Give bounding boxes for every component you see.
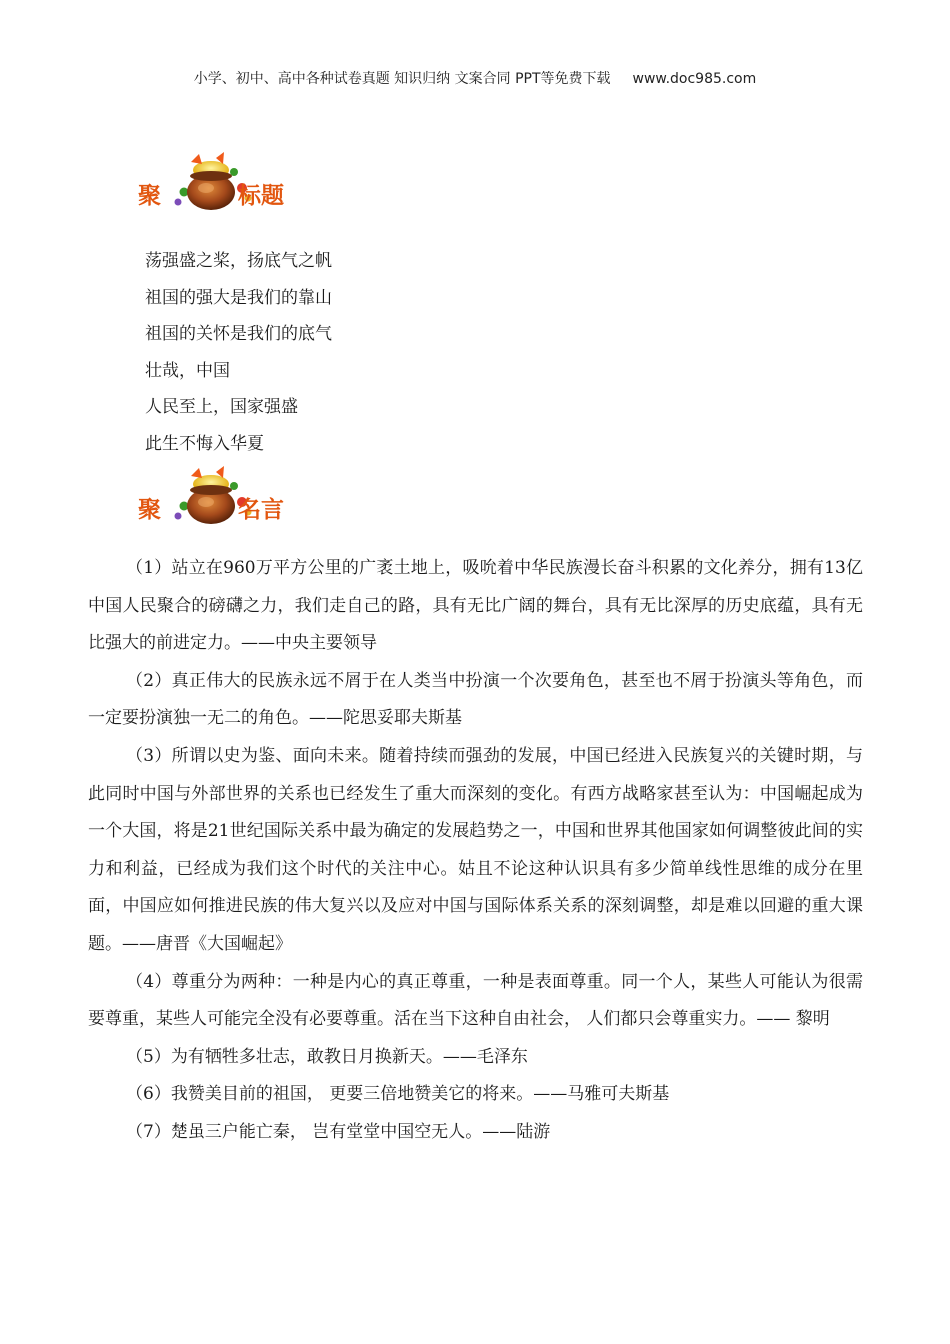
poem-line: 荡强盛之桨，扬底气之帆	[145, 251, 332, 271]
header-url: www.doc985.com	[632, 71, 757, 87]
quotes-list	[88, 550, 863, 1152]
quote-item: （3）所谓以史为鉴、面向未来。随着持续而强劲的发展，中国已经进入民族复兴的关键时期，与此同时中国与外部世界的关系也已经发生了重大而深刻的变化。有西方战略家甚至认为：中国崛起成为一个大国，将是21世纪国际关系中最为确定的发展趋势之一，中国和世界其他国家如何调整彼此间的实力和利益，已经成为我们这个时代的关注中心。姑且不论这种认识具有多少简单线性思维的成分在里面，中国应如何推进民族的伟大复兴以及应对中国与国际体系关系的深刻调整，却是难以回避的重大课题。——唐晋《大国崛起》	[88, 745, 863, 954]
quote-item: （5）为有牺牲多壮志，敢教日月换新天。——毛泽东	[126, 1046, 528, 1067]
poem-line: 祖国的强大是我们的靠山	[145, 287, 332, 308]
section-title: 标题	[238, 183, 284, 209]
section-title: 名言	[238, 497, 284, 523]
page-header	[0, 68, 950, 88]
quote-item: （6）我赞美目前的祖国， 更要三倍地赞美它的将来。——马雅可夫斯基	[126, 1084, 670, 1105]
title-poem	[145, 243, 332, 462]
header-text: 小学、初中、高中各种试卷真题 知识归纳 文案合同 PPT等免费下载	[193, 71, 611, 87]
section-prefix: 聚	[138, 183, 161, 209]
section-heading-quotes	[138, 466, 338, 528]
poem-line: 人民至上，国家强盛	[145, 397, 298, 417]
quote-item: （1）站立在960万平方公里的广袤土地上，吸吮着中华民族漫长奋斗积累的文化养分，拥有13亿中国人民聚合的磅礴之力，我们走自己的路，具有无比广阔的舞台，具有无比深厚的历史底蕴，具有无比强大的前进定力。——中央主要领导	[88, 558, 863, 654]
poem-line: 祖国的关怀是我们的底气	[145, 324, 332, 344]
poem-line: 壮哉，中国	[145, 360, 230, 381]
section-heading-title	[138, 152, 338, 214]
quote-item: （2）真正伟大的民族永远不屑于在人类当中扮演一个次要角色，甚至也不屑于扮演头等角色，而一定要扮演独一无二的角色。——陀思妥耶夫斯基	[88, 670, 863, 729]
section-prefix: 聚	[138, 497, 161, 523]
quote-item: （4）尊重分为两种：一种是内心的真正尊重，一种是表面尊重。同一个人，某些人可能认为很需要尊重，某些人可能完全没有必要尊重。活在当下这种自由社会， 人们都只会尊重实力。—— 黎明	[88, 971, 863, 1030]
poem-line: 此生不悔入华夏	[145, 433, 264, 454]
quote-item: （7）楚虽三户能亡秦， 岂有堂堂中国空无人。——陆游	[126, 1121, 551, 1142]
